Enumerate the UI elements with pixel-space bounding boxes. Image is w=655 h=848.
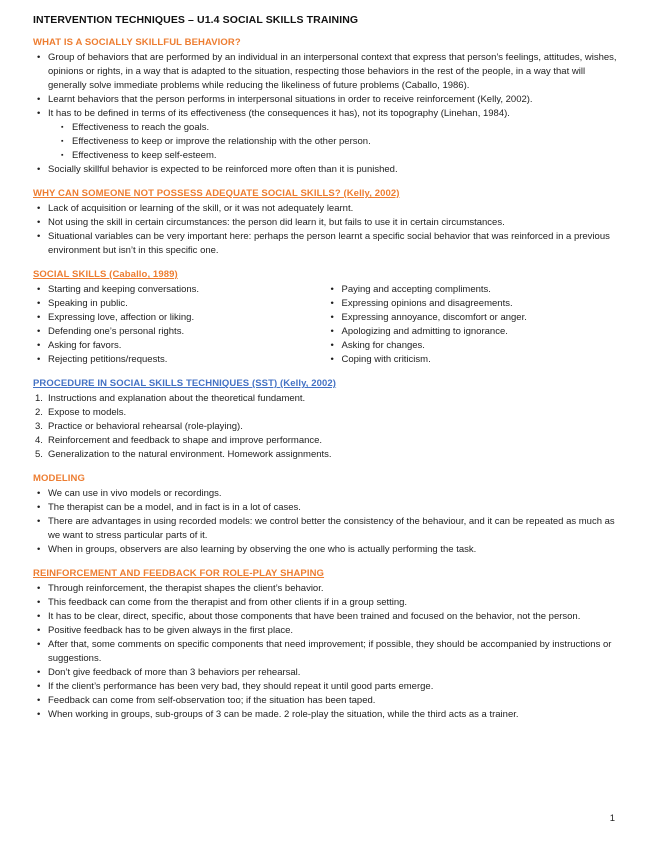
page-number: 1: [609, 813, 615, 824]
bullet-item: • Asking for favors.: [33, 339, 327, 353]
bullet-item: • Situational variables can be very important here: perhaps the person learnt a specific social behavior that was reinforced in a previous environment but isn’t in this specific one.: [33, 230, 620, 258]
bullet-item: • Not using the skill in certain circumstances: the person did learn it, but fails to use it in certain circumstances.: [33, 216, 620, 230]
bullet-item: • Socially skillful behavior is expected to be reinforced more often than it is punished.: [33, 163, 620, 177]
section-heading: WHAT IS A SOCIALLY SKILLFUL BEHAVIOR?: [33, 37, 241, 48]
bullet-list: [33, 51, 620, 177]
bullet-item: • The therapist can be a model, and in fact is in a lot of cases.: [33, 501, 620, 515]
bullet-item: • Defending one’s personal rights.: [33, 325, 327, 339]
bullet-list: [33, 582, 620, 722]
numbered-item: 5. Generalization to the natural environment. Homework assignments.: [33, 448, 620, 462]
bullet-item: • Expressing love, affection or liking.: [33, 311, 327, 325]
bullet-item: • Apologizing and admitting to ignorance.: [327, 325, 621, 339]
bullet-item: • When in groups, observers are also learning by observing the one who is actually performing the task.: [33, 543, 620, 557]
bullet-item: • Speaking in public.: [33, 297, 327, 311]
bullet-item: • Paying and accepting compliments.: [327, 283, 621, 297]
section-social-skills: [33, 269, 620, 367]
bullet-item: • Expressing annoyance, discomfort or anger.: [327, 311, 621, 325]
document-body: [33, 37, 620, 722]
sub-bullet-item: ▪ Effectiveness to reach the goals.: [57, 121, 620, 135]
sub-bullet-item: ▪ Effectiveness to keep or improve the relationship with the other person.: [57, 135, 620, 149]
bullet-item: • If the client’s performance has been very bad, they should repeat it until good parts emerge.: [33, 680, 620, 694]
numbered-item: 4. Reinforcement and feedback to shape and improve performance.: [33, 434, 620, 448]
document-title: INTERVENTION TECHNIQUES – U1.4 SOCIAL SKILLS TRAINING: [33, 14, 359, 26]
bullet-item: • It has to be defined in terms of its effectiveness (the consequences it has), not its topography (Linehan, 1984).: [33, 107, 620, 121]
section-heading: SOCIAL SKILLS (Caballo, 1989): [33, 269, 178, 280]
two-column-list: [33, 283, 620, 367]
section-procedure-sst: [33, 378, 620, 462]
bullet-item: • Through reinforcement, the therapist shapes the client’s behavior.: [33, 582, 620, 596]
bullet-item: • Feedback can come from self-observation too; if the situation has been taped.: [33, 694, 620, 708]
bullet-item: • Starting and keeping conversations.: [33, 283, 327, 297]
bullet-item: • Expressing opinions and disagreements.: [327, 297, 621, 311]
bullet-item: • Asking for changes.: [327, 339, 621, 353]
bullet-list: [33, 202, 620, 258]
section-reinforcement-feedback-role-play-shaping: [33, 568, 620, 722]
bullet-item: • After that, some comments on specific components that need improvement; if possible, they should be accompanied by instructions or suggestions.: [33, 638, 620, 666]
bullet-item: • Coping with criticism.: [327, 353, 621, 367]
numbered-item: 3. Practice or behavioral rehearsal (role-playing).: [33, 420, 620, 434]
section-heading: REINFORCEMENT AND FEEDBACK FOR ROLE-PLAY SHAPING: [33, 568, 325, 579]
section-heading: PROCEDURE IN SOCIAL SKILLS TECHNIQUES (SST) (Kelly, 2002): [33, 378, 337, 389]
section-what-is-socially-skillful-behavior: [33, 37, 620, 177]
bullet-item: • Group of behaviors that are performed by an individual in an interpersonal context that express that person’s feelings, attitudes, wishes, opinions or rights, in a way that is adapted to the situation, respecting those behaviors in the rest of the people, in a way that will generally solve immediate problems while reducing the likeliness of future problems (Caballo, 1986).: [33, 51, 620, 93]
section-why-not-possess-adequate-social-skills: [33, 188, 620, 258]
section-heading: MODELING: [33, 473, 85, 484]
bullet-item: • It has to be clear, direct, specific, about those components that have been trained and focused on the behavior, not the person.: [33, 610, 620, 624]
bullet-item: • Positive feedback has to be given always in the first place.: [33, 624, 620, 638]
bullet-item: • There are advantages in using recorded models: we control better the consistency of the behaviour, and it can be repeated as much as we want to stress particular parts of it.: [33, 515, 620, 543]
numbered-item: 2. Expose to models.: [33, 406, 620, 420]
bullet-list-col-1: [33, 283, 327, 367]
numbered-item: 1. Instructions and explanation about the theoretical fundament.: [33, 392, 620, 406]
bullet-item: • When working in groups, sub-groups of 3 can be made. 2 role-play the situation, while the third acts as a trainer.: [33, 708, 620, 722]
bullet-item: • Rejecting petitions/requests.: [33, 353, 327, 367]
bullet-item: • Learnt behaviors that the person performs in interpersonal situations in order to receive reinforcement (Kelly, 2002).: [33, 93, 620, 107]
bullet-item: • Lack of acquisition or learning of the skill, or it was not adequately learnt.: [33, 202, 620, 216]
section-modeling: [33, 473, 620, 557]
section-heading: WHY CAN SOMEONE NOT POSSESS ADEQUATE SOCIAL SKILLS? (Kelly, 2002): [33, 188, 400, 199]
bullet-item: • We can use in vivo models or recordings.: [33, 487, 620, 501]
bullet-item: • This feedback can come from the therapist and from other clients if in a group setting.: [33, 596, 620, 610]
bullet-item: • Don’t give feedback of more than 3 behaviors per rehearsal.: [33, 666, 620, 680]
numbered-list: [33, 392, 620, 462]
sub-bullet-item: ▪ Effectiveness to keep self-esteem.: [57, 149, 620, 163]
bullet-list-col-2: [327, 283, 621, 367]
bullet-list: [33, 487, 620, 557]
